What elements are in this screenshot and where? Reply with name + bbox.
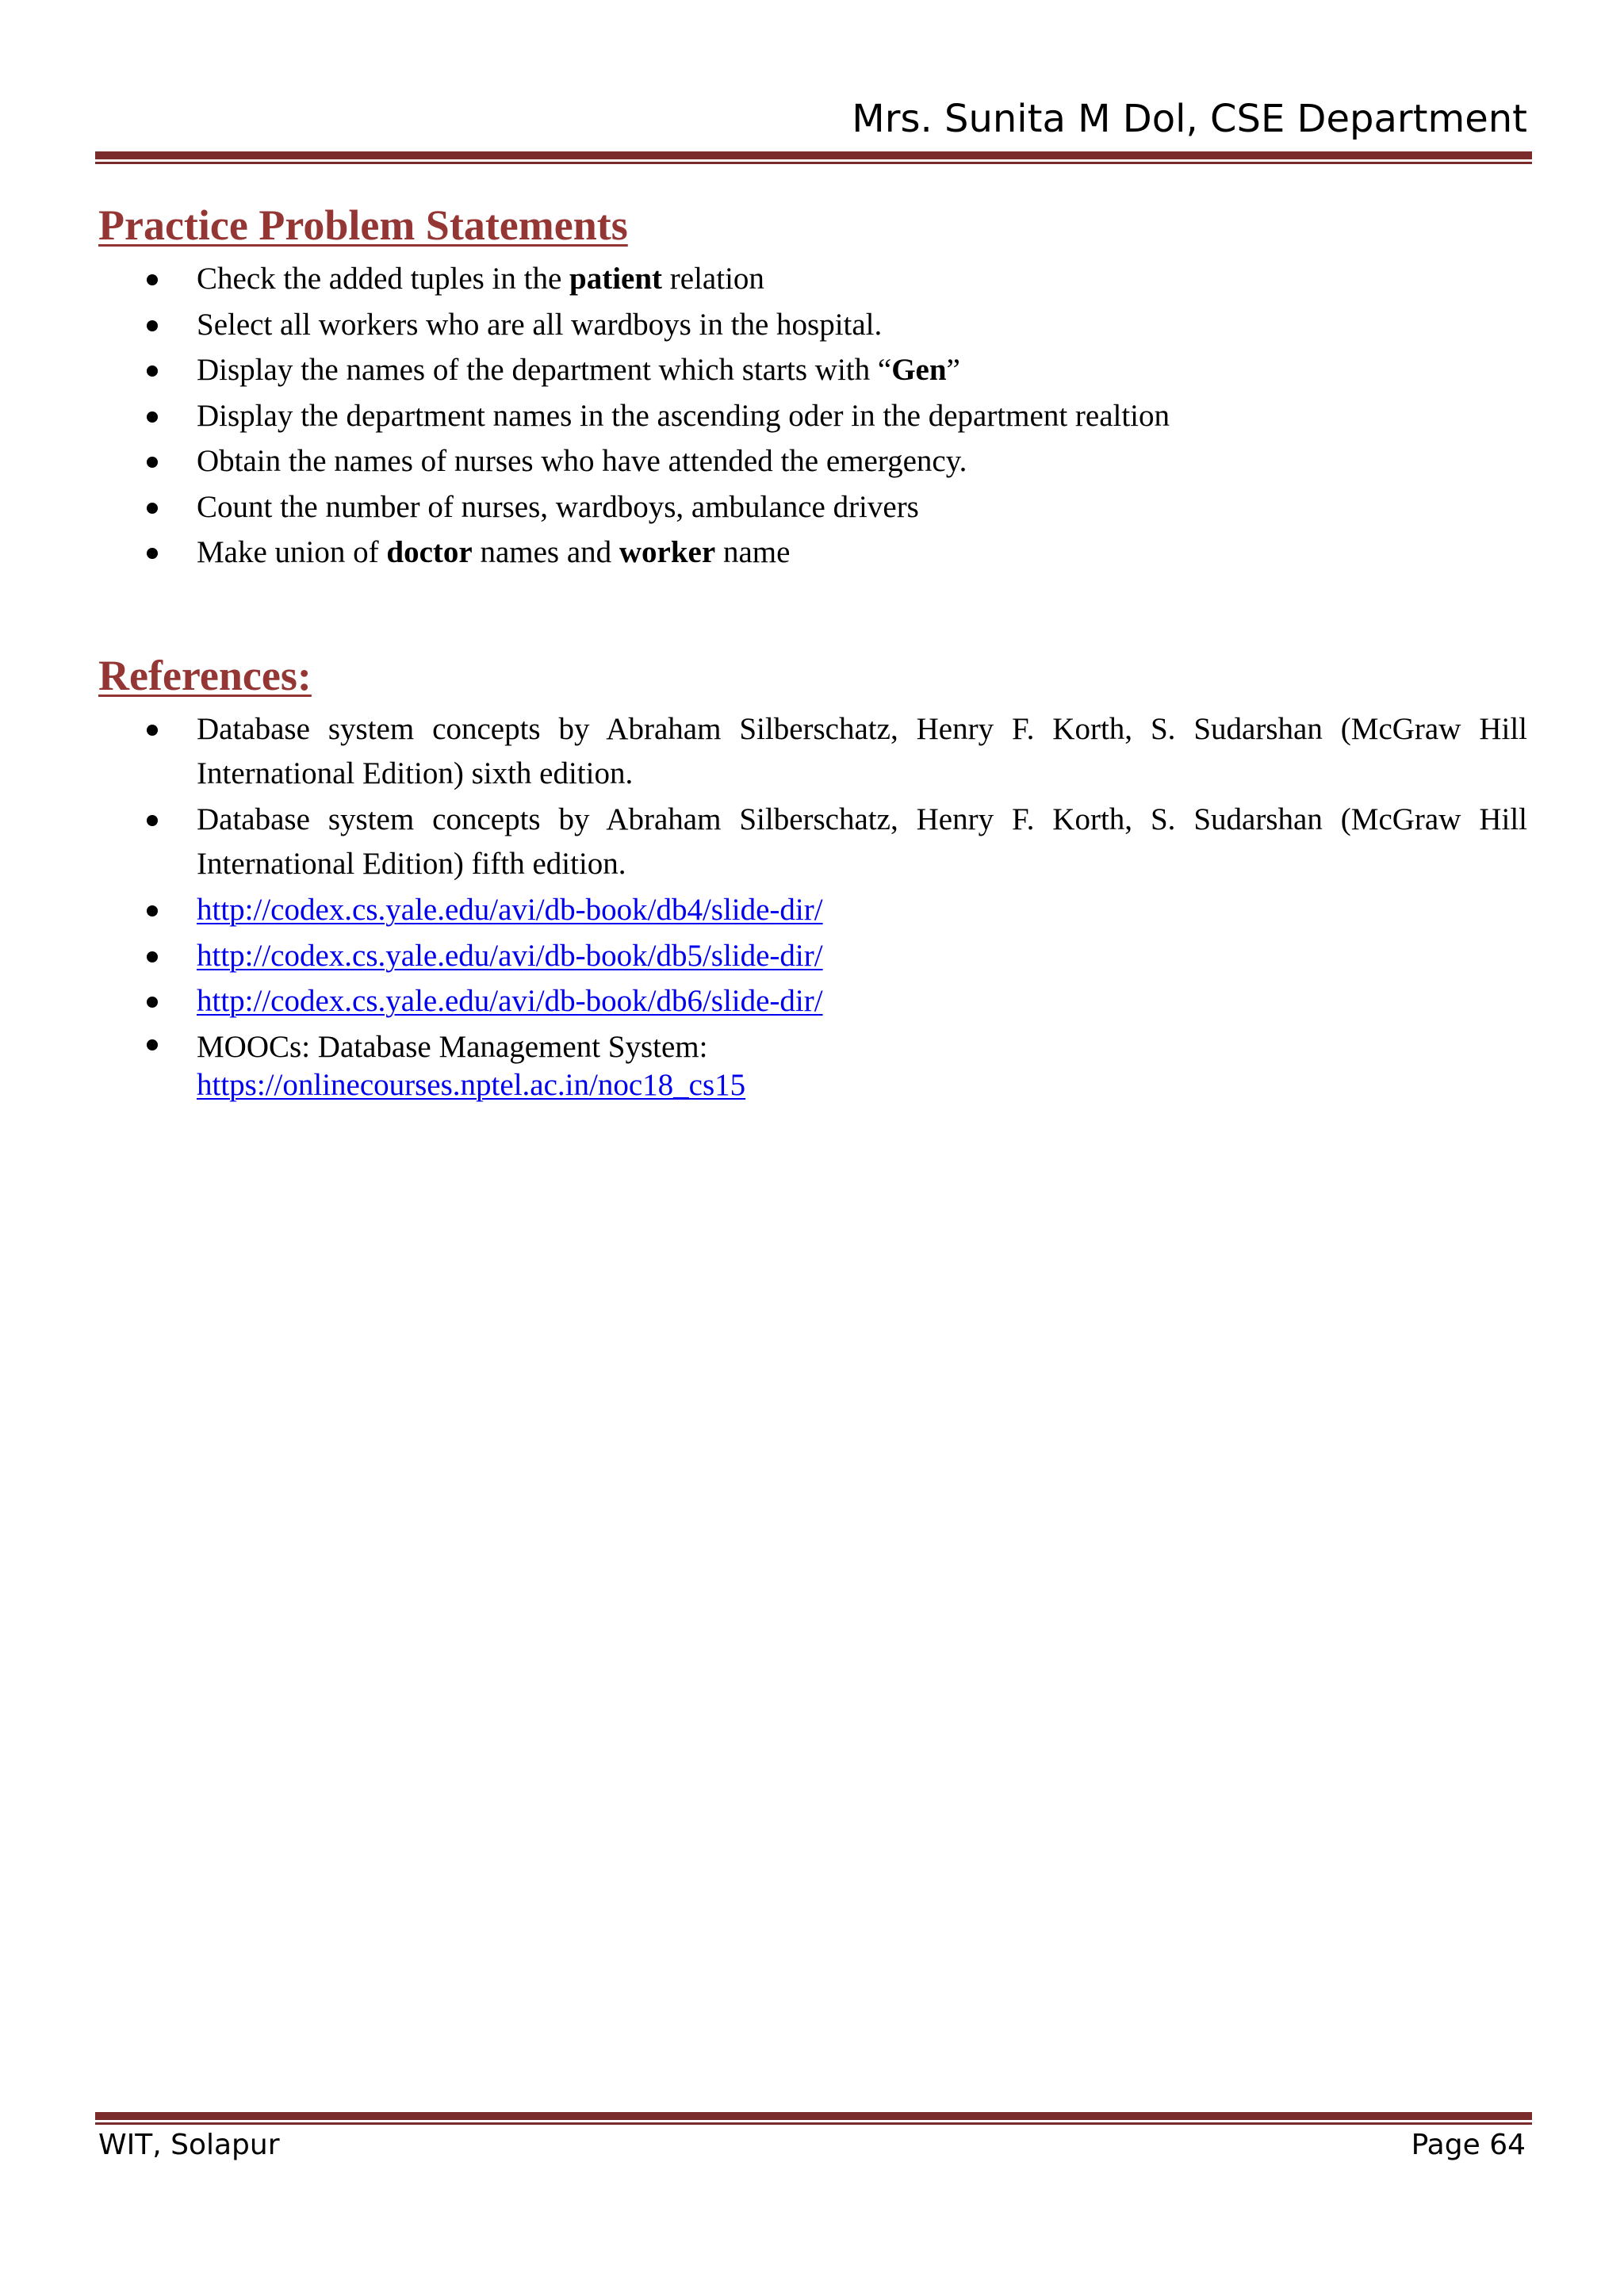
reference-mooc [0, 1025, 1624, 1104]
footer-rule [95, 2112, 1532, 2125]
bullet-icon [147, 457, 158, 468]
practice-item: Select all workers who are all wardboys in the hospital. [0, 303, 1624, 349]
references-list [0, 707, 1624, 1104]
reference-link-item [0, 888, 1624, 934]
bullet-icon [147, 274, 158, 285]
footer-institution: WIT, Solapur [98, 2129, 280, 2161]
reference-link-db5[interactable]: http://codex.cs.yale.edu/avi/db-book/db5/slide-dir/ [197, 938, 823, 973]
header-rule [95, 151, 1532, 164]
page-header-author: Mrs. Sunita M Dol, CSE Department [852, 97, 1527, 141]
practice-list [0, 257, 1624, 576]
bullet-icon [147, 548, 158, 559]
references-heading: References: [98, 652, 312, 699]
practice-item: Count the number of nurses, wardboys, ambulance drivers [0, 485, 1624, 531]
bullet-icon [147, 411, 158, 423]
reference-link-nptel[interactable]: https://onlinecourses.nptel.ac.in/noc18_cs15 [197, 1067, 746, 1102]
practice-item: Check the added tuples in the patient relation [0, 257, 1624, 303]
reference-link-item [0, 979, 1624, 1025]
bullet-icon [147, 1039, 158, 1050]
practice-item: Make union of doctor names and worker name [0, 530, 1624, 576]
footer-page-number: Page 64 [1411, 2129, 1526, 2161]
reference-link-item [0, 934, 1624, 980]
reference-book: Database system concepts by Abraham Silberschatz, Henry F. Korth, S. Sudarshan (McGraw Hill International Edition) sixth edition. [0, 707, 1624, 796]
reference-book: Database system concepts by Abraham Silberschatz, Henry F. Korth, S. Sudarshan (McGraw Hill International Edition) fifth edition. [0, 798, 1624, 886]
bullet-icon [147, 905, 158, 916]
bullet-icon [147, 725, 158, 736]
practice-item: Obtain the names of nurses who have attended the emergency. [0, 439, 1624, 485]
practice-heading: Practice Problem Statements [98, 201, 628, 249]
mooc-label: MOOCs: Database Management System: [197, 1029, 708, 1064]
practice-item: Display the names of the department which starts with “Gen” [0, 348, 1624, 394]
bullet-icon [147, 997, 158, 1008]
reference-link-db6[interactable]: http://codex.cs.yale.edu/avi/db-book/db6/slide-dir/ [197, 984, 823, 1018]
reference-link-db4[interactable]: http://codex.cs.yale.edu/avi/db-book/db4/slide-dir/ [197, 893, 823, 927]
bullet-icon [147, 320, 158, 331]
bullet-icon [147, 503, 158, 514]
practice-item: Display the department names in the ascending oder in the department realtion [0, 394, 1624, 440]
bullet-icon [147, 951, 158, 962]
bullet-icon [147, 815, 158, 826]
bullet-icon [147, 365, 158, 377]
